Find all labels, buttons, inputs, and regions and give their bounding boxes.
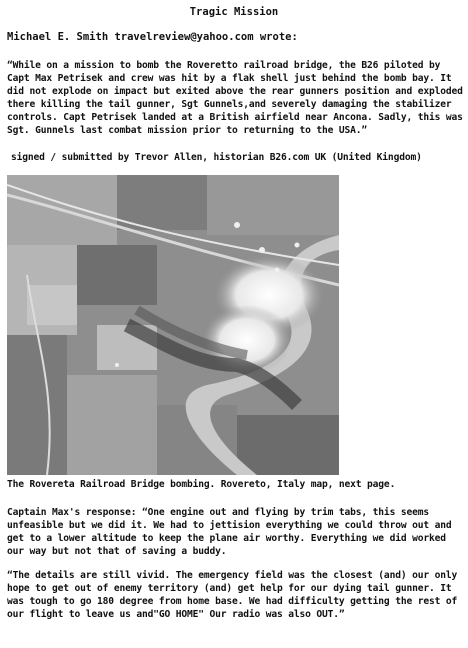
photo-caption: The Rovereta Railroad Bridge bombing. Rovereto, Italy map, next page. [7,479,396,490]
author-line: Michael E. Smith travelreview@yahoo.com wrote: [7,31,298,43]
quote-paragraph-2: Captain Max's response: “One engine out and flying by trim tabs, this seems unfeasible but we did it. We had to jettision everything we could throw out and get to a lower altitude to keep the plane air worthy. Everything we did worked our way but not that of saving a buddy. [7,507,452,557]
quote-paragraph-3: “The details are still vivid. The emergency field was the closest (and) our only hope to get out of enemy territory (and) get help for our dying tail gunner. It was tough to go 180 degree from home base. We had difficulty getting the rest of our flight to leave us and"GO HOME" Our radio was also OUT.” [7,570,458,620]
signature-line: signed / submitted by Trevor Allen, historian B26.com UK (United Kingdom) [11,152,422,163]
page-title: Tragic Mission [189,6,279,18]
aerial-photo-image [7,175,339,475]
quote-paragraph-1: “While on a mission to bomb the Roveretto railroad bridge, the B26 piloted by Capt Max Petrisek and crew was hit by a flak shell just behind the bomb bay. It did not explode on impact but exited above the rear gunners position and exploded there killing the tail gunner, Sgt Gunnels,and severely damaging the stabilizer controls. Capt Petrisek landed at a British airfield near Ancona. Sadly, this was Sgt. Gunnels last combat mission prior to returning to the USA.” [7,60,463,136]
aerial-photo [7,175,339,475]
